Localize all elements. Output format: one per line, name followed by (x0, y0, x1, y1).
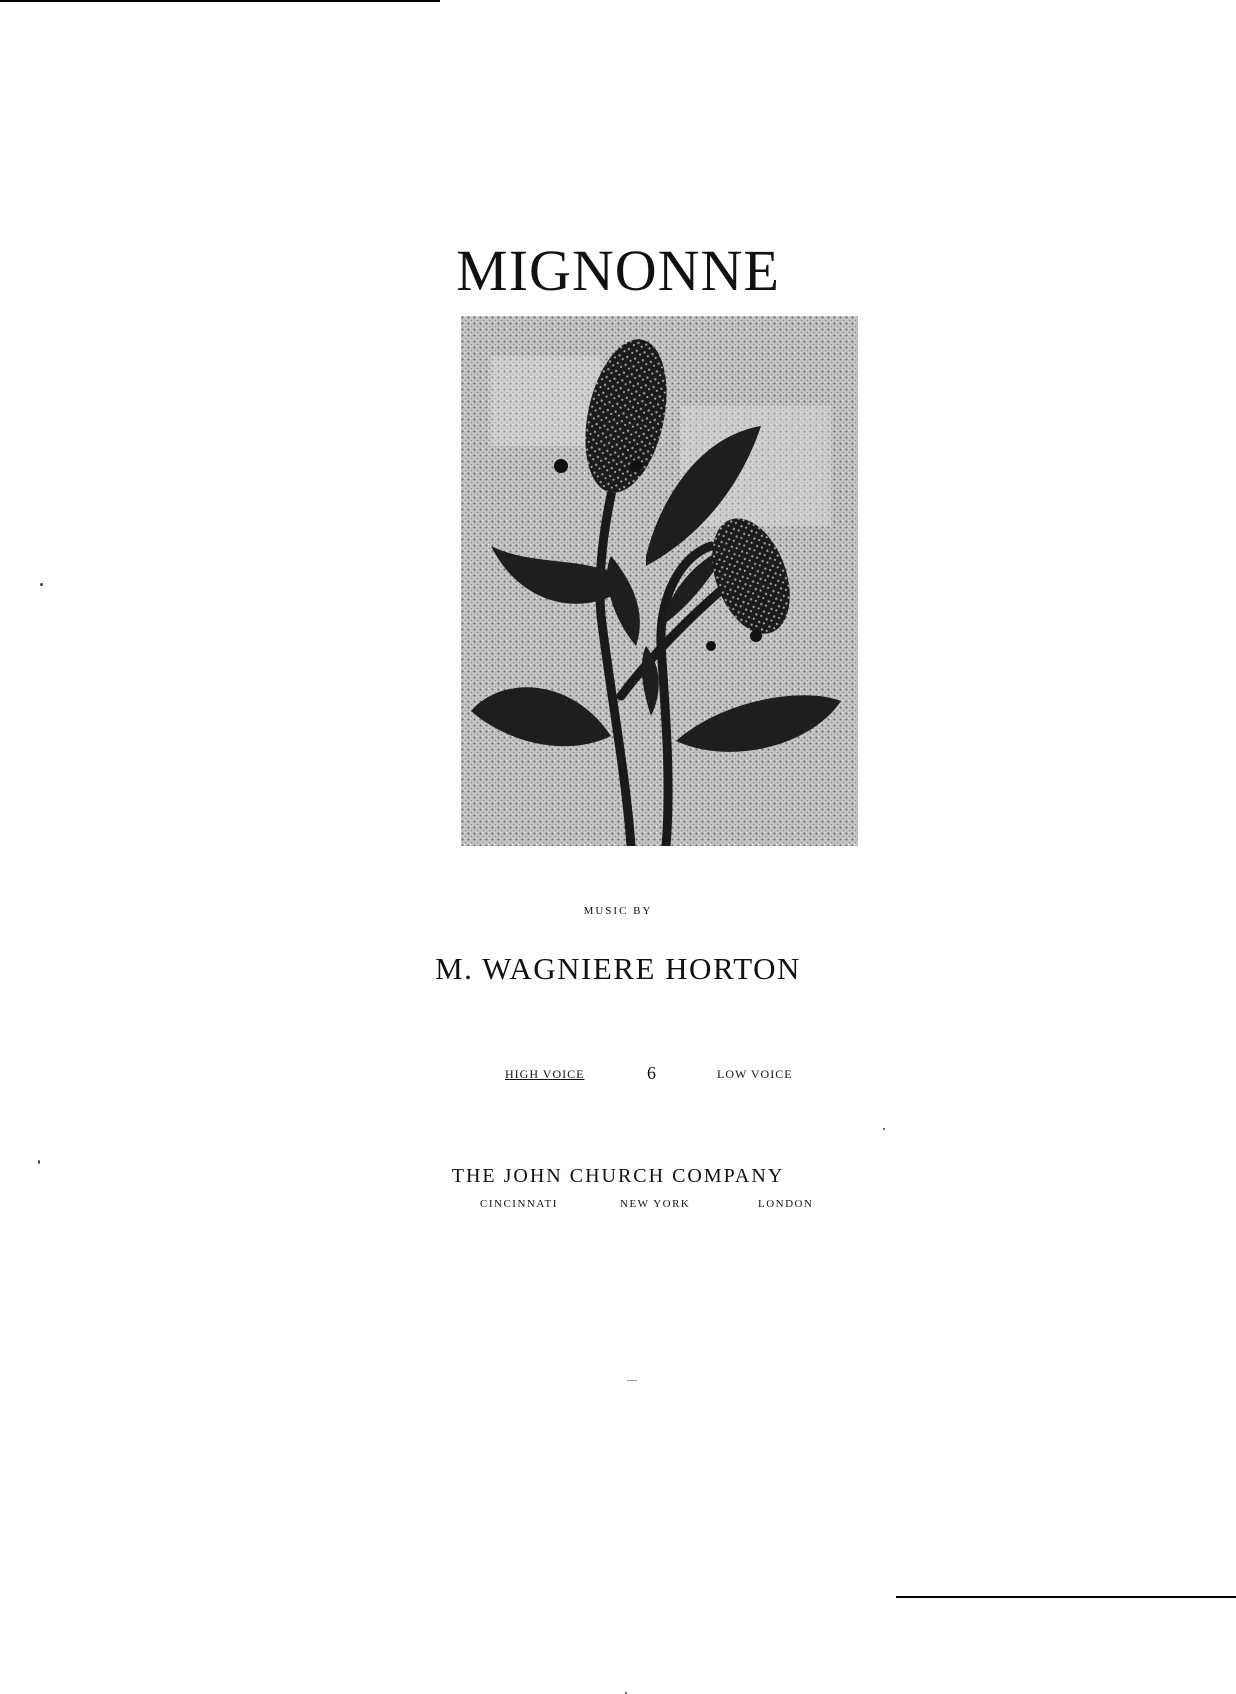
scan-speck (627, 1380, 637, 1381)
music-by-label: MUSIC BY (583, 905, 653, 917)
publisher-name: THE JOHN CHURCH COMPANY (451, 1165, 785, 1187)
edition-number: 6 (647, 1063, 656, 1083)
high-voice-label: HIGH VOICE (505, 1067, 585, 1081)
city-london: LONDON (758, 1198, 814, 1210)
scan-speck (38, 1160, 40, 1164)
composer-name: M. WAGNIERE HORTON (435, 951, 801, 986)
city-new-york: NEW YORK (620, 1198, 691, 1210)
low-voice-label: LOW VOICE (717, 1067, 793, 1081)
cover-illustration (461, 316, 858, 846)
scan-speck (40, 583, 43, 586)
scan-edge-bottom (896, 1596, 1236, 1598)
page-title: MIGNONNE (456, 237, 780, 303)
scan-speck (883, 1128, 885, 1130)
city-cincinnati: CINCINNATI (480, 1198, 558, 1210)
scan-edge-top (0, 0, 440, 2)
